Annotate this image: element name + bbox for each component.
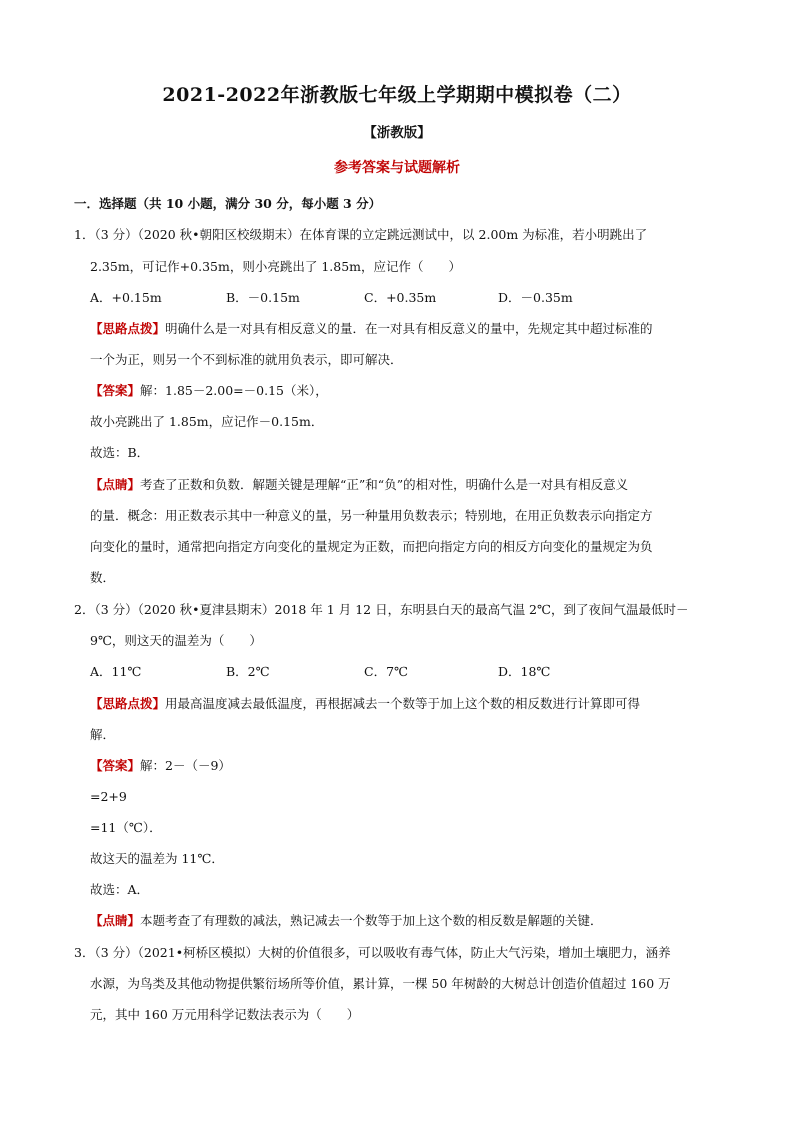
- comment-tag: 【点睛】: [90, 913, 141, 928]
- comment-text: 本题考查了有理数的减法，熟记减去一个数等于加上这个数的相反数是解题的关键．: [140, 913, 603, 928]
- question-1-stem-line2: 2.35m，可记作+0.35m，则小亮跳出了 1.85m，应记作（ ）: [90, 259, 462, 274]
- question-2-answer-line5: 故选：A．: [90, 882, 150, 897]
- question-2-answer-line2: =2+9: [90, 789, 127, 804]
- question-2-answer-line1: [90, 757, 740, 775]
- question-3-stem-line3: 元，其中 160 万元用科学记数法表示为（ ）: [90, 1007, 360, 1022]
- question-3-stem-line1: 3．（3 分）（2021•柯桥区模拟）大树的价值很多，可以吸收有毒气体，防止大气污染，增加土壤肥力，涵养: [74, 945, 671, 960]
- question-2-option-d: D．18℃: [498, 664, 551, 679]
- question-1-comment-line4: 数．: [90, 570, 116, 585]
- comment-tag: 【点睛】: [90, 477, 141, 492]
- comment-text: 考查了正数和负数．解题关键是理解“正”和“负”的相对性，明确什么是一对具有相反意义: [140, 477, 629, 492]
- question-1-comment-line2: 的量．概念：用正数表示其中一种意义的量，另一种量用负数表示；特别地，在用正负数表示向指定方: [90, 508, 653, 523]
- question-2-comment-line1: [90, 912, 740, 930]
- answer-tag: 【答案】: [90, 758, 141, 773]
- question-2-answer-line3: =11（℃）．: [90, 820, 162, 835]
- question-2-hint-line2: 解．: [90, 727, 116, 742]
- question-2-option-c: C．7℃: [364, 664, 409, 679]
- question-1-answer-line1: [90, 382, 740, 400]
- question-1-comment-line3: 向变化的量时，通常把向指定方向变化的量规定为正数，而把向指定方向的相反方向变化的量规定为负: [90, 539, 653, 554]
- answer-tag: 【答案】: [90, 383, 141, 398]
- question-1-answer-line3: 故选：B．: [90, 445, 150, 460]
- hint-tag: 【思路点拨】: [90, 696, 166, 711]
- hint-text: 明确什么是一对具有相反意义的量．在一对具有相反意义的量中，先规定其中超过标准的: [165, 321, 653, 336]
- question-1-hint-line2: 一个为正，则另一个不到标准的就用负表示，即可解决．: [90, 352, 403, 367]
- question-1-hint-line1: [90, 320, 740, 338]
- hint-tag: 【思路点拨】: [90, 321, 166, 336]
- question-1-stem-line1: 1．（3 分）（2020 秋•朝阳区校级期末）在体育课的立定跳远测试中，以 2.00m 为标准，若小明跳出了: [74, 227, 648, 242]
- question-2-answer-line4: 故这天的温差为 11℃．: [90, 851, 224, 866]
- question-2-hint-line1: [90, 695, 740, 713]
- question-2-stem-line2: 9℃，则这天的温差为（ ）: [90, 633, 262, 648]
- question-2-option-b: B．2℃: [226, 664, 270, 679]
- section-heading: 一．选择题（共 10 小题，满分 30 分，每小题 3 分）: [74, 196, 382, 211]
- question-1-answer-line2: 故小亮跳出了 1.85m，应记作－0.15m．: [90, 414, 324, 429]
- question-1-option-c: C．+0.35m: [364, 290, 437, 305]
- answer-text: 解：1.85－2.00=－0.15（米），: [140, 383, 328, 398]
- answer-heading: 参考答案与试题解析: [334, 160, 460, 176]
- question-1-option-d: D．－0.35m: [498, 290, 573, 305]
- question-2-option-a: A．11℃: [90, 664, 142, 679]
- page-title: 2021-2022年浙教版七年级上学期期中模拟卷（二）: [162, 84, 632, 106]
- hint-text: 用最高温度减去最低温度，再根据减去一个数等于加上这个数的相反数进行计算即可得: [165, 696, 641, 711]
- question-1-comment-line1: [90, 476, 740, 494]
- question-1-option-b: B．－0.15m: [226, 290, 300, 305]
- answer-text: 解：2－（－9）: [140, 758, 231, 773]
- edition-label: 【浙教版】: [363, 125, 431, 141]
- question-3-stem-line2: 水源，为鸟类及其他动物提供繁衍场所等价值，累计算，一棵 50 年树龄的大树总计创造价值超过 160 万: [90, 976, 671, 991]
- question-2-stem-line1: 2．（3 分）（2020 秋•夏津县期末）2018 年 1 月 12 日，东明县白天的最高气温 2℃，到了夜间气温最低时－: [74, 602, 689, 617]
- question-1-option-a: A．+0.15m: [90, 290, 162, 305]
